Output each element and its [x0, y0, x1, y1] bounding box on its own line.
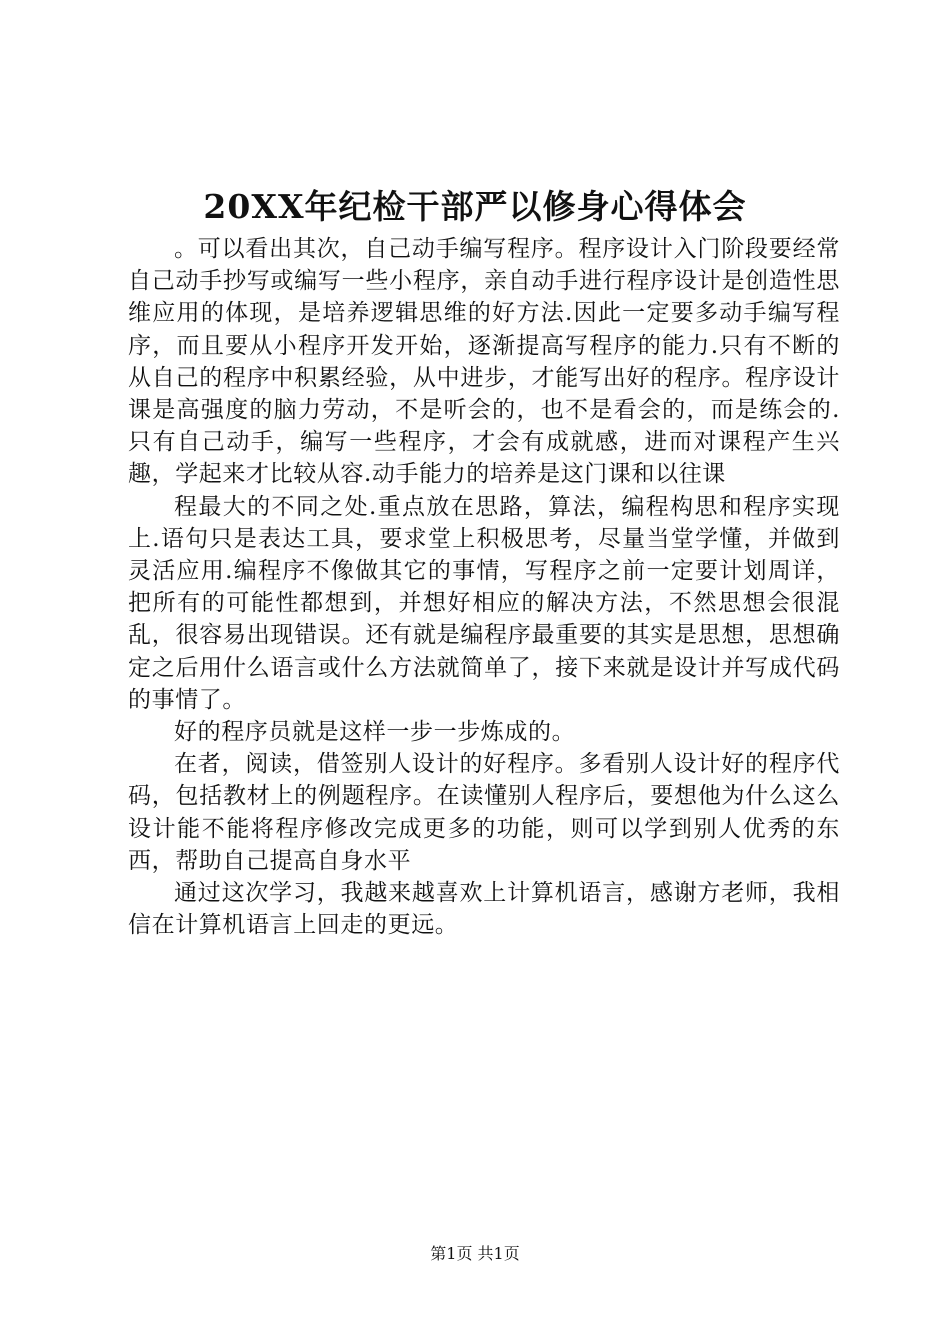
paragraph-2: 程最大的不同之处.重点放在思路，算法，编程构思和程序实现上.语句只是表达工具，要求堂上积极思考，尽量当堂学懂，并做到灵活应用.编程序不像做其它的事情，写程序之前一定要计划周详，把所有的可能性都想到，并想好相应的解决方法，不然思想会很混乱，很容易出现错误。还有就是编程序最重要的其实是思想，思想确定之后用什么语言或什么方法就简单了，接下来就是设计并写成代码的事情了。	[128, 493, 840, 713]
document-body	[128, 233, 840, 941]
page-footer: 第1页 共1页	[430, 1244, 520, 1263]
document-title: 20XX年纪检干部严以修身心得体会	[203, 187, 747, 226]
paragraph-5: 通过这次学习，我越来越喜欢上计算机语言，感谢方老师，我相信在计算机语言上回走的更远。	[128, 880, 840, 939]
paragraph-1: 。可以看出其次，自己动手编写程序。程序设计入门阶段要经常自己动手抄写或编写一些小程序，亲自动手进行程序设计是创造性思维应用的体现，是培养逻辑思维的好方法.因此一定要多动手编写程序，而且要从小程序开发开始，逐渐提高写程序的能力.只有不断的从自己的程序中积累经验，从中进步，才能写出好的程序。程序设计课是高强度的脑力劳动，不是听会的，也不是看会的，而是练会的.只有自己动手，编写一些程序，才会有成就感，进而对课程产生兴趣，学起来才比较从容.动手能力的培养是这门课和以往课	[128, 236, 840, 488]
paragraph-3: 好的程序员就是这样一步一步炼成的。	[174, 719, 576, 746]
paragraph-4: 在者，阅读，借签别人设计的好程序。多看别人设计好的程序代码，包括教材上的例题程序。在读懂别人程序后，要想他为什么这么设计能不能将程序修改完成更多的功能，则可以学到别人优秀的东西，帮助自己提高自身水平	[128, 751, 840, 874]
